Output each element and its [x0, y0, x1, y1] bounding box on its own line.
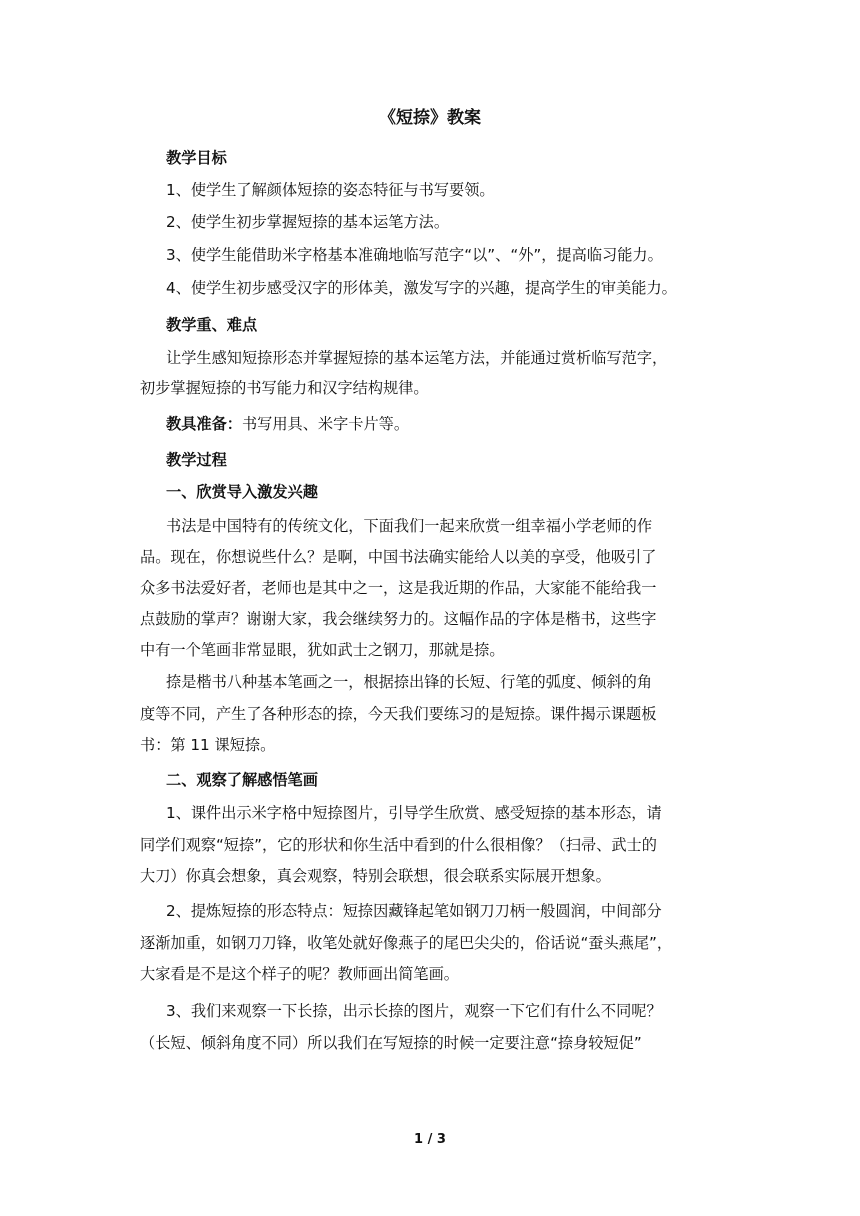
paragraph-1-line-4: 点鼓励的掌声？谢谢大家，我会继续努力的。这幅作品的字体是楷书，这些字	[140, 610, 657, 628]
document-title: 《短捺》教案	[379, 108, 481, 128]
paragraph-5-line-2: （长短、倾斜角度不同）所以我们在写短捺的时候一定要注意“捺身较短促”	[140, 1034, 642, 1052]
paragraph-4-line-3: 大家看是不是这个样子的呢？教师画出简笔画。	[140, 965, 459, 983]
paragraph-3-line-2: 同学们观察“短捺”，它的形状和你生活中看到的什么很相像？（扫帚、武士的	[140, 836, 657, 854]
paragraph-1-line-2: 品。现在，你想说些什么？是啊，中国书法确实能给人以美的享受，他吸引了	[140, 548, 657, 566]
paragraph-1-line-5: 中有一个笔画非常显眼，犹如武士之钢刀，那就是捺。	[140, 641, 505, 659]
heading-section-2: 二、观察了解感悟笔画	[166, 771, 318, 789]
objective-2: 2、使学生初步掌握短捺的基本运笔方法。	[166, 213, 450, 231]
prep-line	[166, 412, 766, 436]
objective-4: 4、使学生初步感受汉字的形体美，激发写字的兴趣，提高学生的审美能力。	[166, 279, 677, 297]
paragraph-2-line-2: 度等不同，产生了各种形态的捺，今天我们要练习的是短捺。课件揭示课题板	[140, 705, 657, 723]
key-points-line-2: 初步掌握短捺的书写能力和汉字结构规律。	[140, 379, 429, 397]
prep-text: 书写用具、米字卡片等。	[241, 415, 409, 433]
paragraph-1-line-1: 书法是中国特有的传统文化，下面我们一起来欣赏一组幸福小学老师的作	[166, 517, 652, 535]
paragraph-5-line-1: 3、我们来观察一下长捺，出示长捺的图片，观察一下它们有什么不同呢？	[166, 1002, 662, 1020]
heading-section-1: 一、欣赏导入激发兴趣	[166, 483, 318, 501]
paragraph-4-line-1: 2、提炼短捺的形态特点：短捺因藏锋起笔如钢刀刀柄一般圆润，中间部分	[166, 902, 662, 920]
paragraph-3-line-3: 大刀）你真会想象，真会观察，特别会联想，很会联系实际展开想象。	[140, 867, 611, 885]
paragraph-3-line-1: 1、课件出示米字格中短捺图片，引导学生欣赏、感受短捺的基本形态，请	[166, 804, 662, 822]
prep-label: 教具准备：	[166, 415, 242, 433]
objective-3: 3、使学生能借助米字格基本准确地临写范字“以”、“外”，提高临习能力。	[166, 246, 663, 264]
heading-process: 教学过程	[166, 451, 227, 469]
key-points-line-1: 让学生感知短捺形态并掌握短捺的基本运笔方法，并能通过赏析临写范字，	[166, 349, 668, 367]
paragraph-2-line-3: 书：第 11 课短捺。	[140, 736, 276, 754]
paragraph-1-line-3: 众多书法爱好者，老师也是其中之一，这是我近期的作品，大家能不能给我一	[140, 579, 657, 597]
objective-1: 1、使学生了解颜体短捺的姿态特征与书写要领。	[166, 181, 495, 199]
heading-key-points: 教学重、难点	[166, 316, 258, 334]
paragraph-4-line-2: 逐渐加重，如钢刀刀锋，收笔处就好像燕子的尾巴尖尖的，俗话说“蚕头燕尾”，	[140, 934, 673, 952]
heading-objectives: 教学目标	[166, 149, 227, 167]
page-indicator: 1 / 3	[414, 1132, 446, 1147]
paragraph-2-line-1: 捺是楷书八种基本笔画之一，根据捺出锋的长短、行笔的弧度、倾斜的角	[166, 673, 652, 691]
